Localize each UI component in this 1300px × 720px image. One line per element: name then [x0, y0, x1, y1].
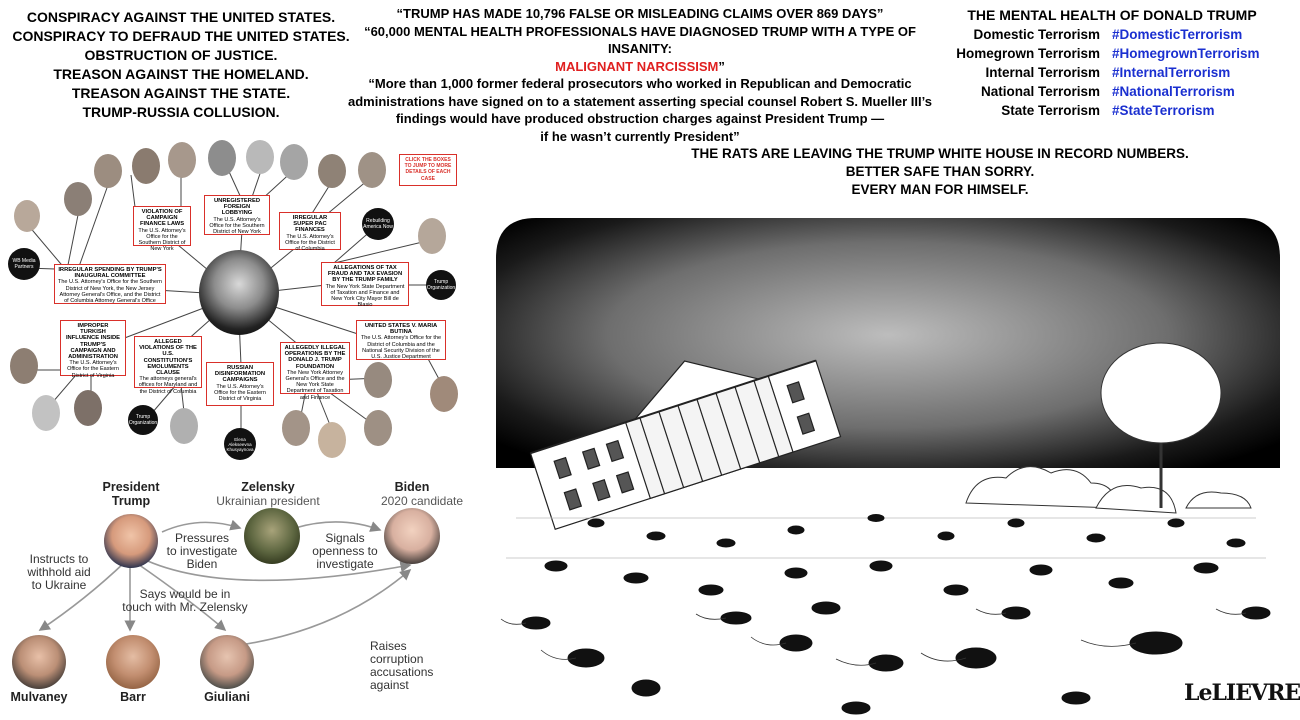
rats-caption-line: THE RATS ARE LEAVING THE TRUMP WHITE HOUSE IN RECORD NUMBERS. — [691, 146, 1189, 161]
signals-line: openness to — [312, 544, 378, 558]
zelensky-label: Zelensky — [241, 480, 295, 494]
pressures-label — [162, 532, 242, 571]
case-title: IMPROPER TURKISH INFLUENCE INSIDE TRUMP'S CAMPAIGN AND ADMINISTRATION — [65, 323, 121, 361]
biden-label: Biden — [394, 480, 430, 494]
zelensky-sub: Ukrainian president — [216, 494, 320, 508]
portrait-circle — [132, 148, 160, 184]
portrait-circle — [430, 376, 458, 412]
case-title: ALLEGEDLY ILLEGAL OPERATIONS BY THE DONALD J. TRUMP FOUNDATION — [284, 345, 346, 370]
charge-line: OBSTRUCTION OF JUSTICE. — [84, 47, 278, 63]
portrait-circle — [358, 152, 386, 188]
case-title: VIOLATION OF CAMPAIGN FINANCE LAWS — [139, 209, 185, 228]
instructs-line: Instructs to — [29, 552, 89, 566]
quote-prosecutors-4: if he wasn’t currently President” — [540, 128, 740, 144]
portrait-circle — [10, 348, 38, 384]
entity-circle-wb-media: WB Media Partners — [8, 248, 40, 280]
case-box-super-pac[interactable] — [279, 212, 341, 253]
signals-label — [305, 532, 385, 571]
pressures-line: Biden — [186, 557, 218, 571]
mulvaney-portrait — [12, 635, 66, 689]
portrait-circle — [168, 142, 196, 178]
case-title: UNITED STATES V. MARIA BUTINA — [364, 323, 438, 336]
portrait-circle — [364, 410, 392, 446]
giuliani-portrait — [200, 635, 254, 689]
portrait-circle — [170, 408, 198, 444]
quote-prosecutors-1: “More than 1,000 former federal prosecutors who worked in Republican and Democratic — [368, 76, 912, 91]
mulvaney-label: Mulvaney — [10, 690, 68, 704]
quote-mental-health: “60,000 MENTAL HEALTH PROFESSIONALS HAVE DIAGNOSED TRUMP WITH A TYPE OF INSANITY: — [364, 23, 916, 56]
quotes-block — [335, 5, 945, 145]
terrorism-list — [935, 27, 1280, 122]
raises-label — [370, 640, 450, 692]
charges-list — [0, 8, 362, 122]
case-box-foreign-lobbying[interactable] — [204, 195, 270, 235]
quote-false-claims: “TRUMP HAS MADE 10,796 FALSE OR MISLEADING CLAIMS OVER 869 DAYS” — [396, 6, 884, 21]
rats-caption-line: EVERY MAN FOR HIMSELF. — [851, 182, 1029, 197]
case-box-emoluments[interactable] — [134, 336, 202, 395]
entity-circle-khusyaynova: Elena Alekseevna Khusyaynova — [224, 428, 256, 460]
quote-prosecutors-2: administrations have signed on to a statement asserting special counsel Robert S. Mueller III’s — [348, 93, 932, 109]
case-box-butina[interactable] — [356, 320, 446, 360]
raises-line: against — [370, 678, 409, 692]
barr-portrait — [106, 635, 160, 689]
says-line: touch with Mr. Zelensky — [122, 600, 248, 614]
charge-line: TREASON AGAINST THE STATE. — [71, 85, 291, 101]
case-body: The U.S. Attorney's Office for the Southern District of New York — [138, 227, 186, 253]
portrait-circle — [318, 422, 346, 458]
portrait-circle — [32, 395, 60, 431]
entity-circle-trump-org-2: Trump Organization — [128, 405, 158, 435]
hashtag-link[interactable]: #DomesticTerrorism — [1112, 27, 1243, 42]
portrait-circle — [418, 218, 446, 254]
case-body: The U.S. Attorney's Office for the District of Columbia and the National Security Division of the U.S. Justice Department — [360, 335, 442, 361]
biden-sub: 2020 candidate — [380, 494, 464, 508]
charge-line: CONSPIRACY AGAINST THE UNITED STATES. — [26, 9, 336, 25]
raises-line: accusations — [370, 665, 434, 679]
rats-cartoon — [496, 218, 1300, 720]
trump-portrait — [104, 514, 158, 568]
case-box-inaugural[interactable] — [54, 264, 166, 304]
hashtag-link[interactable]: #InternalTerrorism — [1112, 65, 1231, 80]
instructs-line: withhold aid — [27, 565, 91, 579]
case-body: The U.S. Attorney's Office for the Southern District of New York, the New Jersey Attorney General's Office, and the District of Columbia Attorney General's Office — [58, 279, 162, 305]
portrait-circle — [14, 200, 40, 232]
says-line: Says would be in — [139, 587, 231, 601]
investigations-web-diagram — [6, 140, 466, 460]
hashtag-link[interactable]: #StateTerrorism — [1112, 103, 1215, 118]
signals-line: Signals — [325, 531, 365, 545]
portrait-circle — [282, 410, 310, 446]
case-body: The New York State Department of Taxation and Finance and New York City Mayor Bill de Blasio — [325, 283, 405, 309]
case-title: ALLEGATIONS OF TAX FRAUD AND TAX EVASION BY THE TRUMP FAMILY — [327, 265, 403, 284]
central-portrait — [199, 250, 279, 335]
portrait-circle — [364, 362, 392, 398]
portrait-circle — [94, 154, 122, 188]
raises-line: corruption — [370, 652, 424, 666]
portrait-circle — [74, 390, 102, 426]
case-body: The U.S. Attorney's Office for the Eastern District of Virginia — [67, 360, 119, 379]
case-body: The U.S. Attorney's Office for the Southern District of New York — [209, 216, 265, 236]
pressures-line: to investigate — [166, 544, 238, 558]
terrorism-row — [935, 65, 1280, 84]
terrorism-label: Homegrown Terrorism — [956, 46, 1100, 61]
terrorism-row — [935, 27, 1280, 46]
says-label — [110, 588, 260, 614]
case-title: ALLEGED VIOLATIONS OF THE U.S. CONSTITUTION'S EMOLUMENTS CLAUSE — [139, 339, 197, 377]
mental-health-title: THE MENTAL HEALTH OF DONALD TRUMP — [967, 7, 1257, 23]
trump-label-line: President — [102, 480, 160, 494]
terrorism-row — [935, 84, 1280, 103]
quote-diagnosis — [335, 58, 945, 76]
instructs-label — [14, 553, 104, 592]
terrorism-label: National Terrorism — [980, 84, 1100, 99]
case-box-turkish[interactable] — [60, 320, 126, 379]
instructs-line: to Ukraine — [31, 578, 87, 592]
ukraine-diagram — [0, 470, 470, 720]
case-title: UNREGISTERED FOREIGN LOBBYING — [213, 198, 261, 217]
signals-line: investigate — [316, 557, 374, 571]
portrait-circle — [280, 144, 308, 180]
case-body: The attorneys general's offices for Maryland and the District of Columbia — [138, 376, 198, 395]
case-box-tax-fraud[interactable] — [321, 262, 409, 309]
portrait-circle — [246, 140, 274, 174]
case-body: The U.S. Attorney's Office for the District of Columbia — [285, 233, 335, 253]
case-title: IRREGULAR SPENDING BY TRUMP'S INAUGURAL COMMITTEE — [58, 267, 162, 280]
case-body: The U.S. Attorney's Office for the Eastern District of Virginia — [214, 383, 266, 403]
case-box-disinformation[interactable] — [206, 362, 274, 406]
entity-circle-rebuilding-america: Rebuilding America Now — [362, 208, 394, 240]
biden-portrait — [384, 508, 440, 564]
portrait-circle — [64, 182, 92, 216]
entity-circle-trump-org: Trump Organization — [426, 270, 456, 300]
terrorism-label: Internal Terrorism — [985, 65, 1100, 80]
terrorism-row — [935, 46, 1280, 65]
click-note: CLICK THE BOXES TO JUMP TO MORE DETAILS OF EACH CASE — [399, 154, 457, 186]
barr-label: Barr — [120, 690, 146, 704]
zelensky-portrait — [244, 508, 300, 564]
case-title: RUSSIAN DISINFORMATION CAMPAIGNS — [214, 365, 266, 384]
rats-caption-line: BETTER SAFE THAN SORRY. — [845, 164, 1035, 179]
trump-label — [98, 480, 164, 508]
diagnosis-close: ” — [718, 58, 725, 74]
pressures-line: Pressures — [174, 531, 230, 545]
rats-caption — [600, 145, 1280, 199]
charge-line: TREASON AGAINST THE HOMELAND. — [53, 66, 309, 82]
case-box-campaign-finance[interactable] — [133, 206, 191, 253]
charge-line: TRUMP-RUSSIA COLLUSION. — [82, 104, 280, 120]
hashtag-link[interactable]: #HomegrownTerrorism — [1112, 46, 1260, 61]
portrait-circle — [208, 140, 236, 176]
giuliani-label: Giuliani — [204, 690, 250, 704]
case-box-foundation[interactable] — [280, 342, 350, 401]
portrait-circle — [318, 154, 346, 188]
cartoon-signature: LeLIEVRE — [1184, 680, 1300, 706]
quote-prosecutors-3: findings would have produced obstruction charges against President Trump — — [395, 111, 885, 126]
hashtag-link[interactable]: #NationalTerrorism — [1112, 84, 1235, 99]
terrorism-label: Domestic Terrorism — [973, 27, 1100, 42]
case-body: The New York Attorney General's Office and the New York State Department of Taxation and Finance — [285, 369, 345, 401]
case-title: IRREGULAR SUPER PAC FINANCES — [292, 215, 328, 234]
terrorism-label: State Terrorism — [1001, 103, 1100, 118]
trump-label-line: Trump — [111, 494, 151, 508]
charge-line: CONSPIRACY TO DEFRAUD THE UNITED STATES. — [12, 28, 350, 44]
diagnosis-red: MALIGNANT NARCISSISM — [555, 58, 719, 74]
cartoon-drawing — [496, 218, 1300, 720]
raises-line: Raises — [370, 639, 407, 653]
terrorism-row — [935, 103, 1280, 122]
